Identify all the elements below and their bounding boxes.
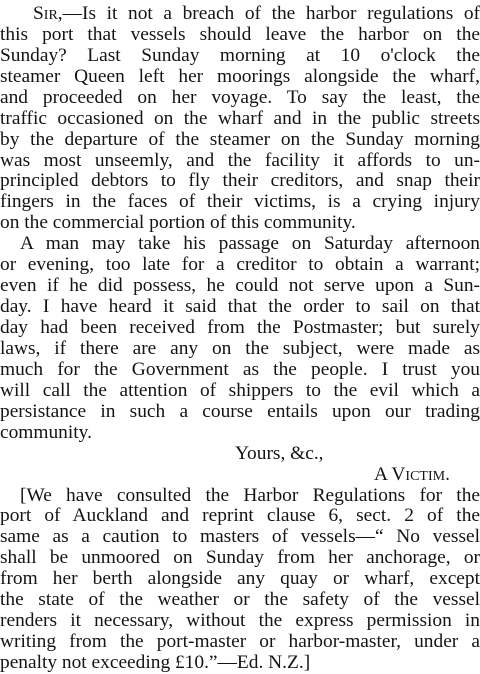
letter-line: or evening, too late for a creditor to obtain a warrant;: [0, 254, 480, 276]
letter-line: community.: [0, 421, 92, 443]
editor-note-line: penalty not exceeding £10.”—Ed. N.Z.]: [0, 652, 311, 673]
editor-note-line: from her berth alongside any quay or wharf, except: [0, 568, 480, 590]
letter-line: A man may take his passage on Saturday afternoon: [20, 233, 480, 255]
letter-line: principled debtors to fly their creditors, and snap their: [0, 170, 480, 192]
editor-note-line: same as a caution to masters of vessels—“ No vessel: [0, 526, 480, 548]
letter-line: and proceeded on her voyage. To say the least, the: [0, 86, 480, 108]
editor-note-line: shall be unmoored on Sunday from her anchorage, or: [0, 547, 480, 569]
letter-line: by the departure of the steamer on the Sunday morning: [0, 128, 480, 150]
letter-closing: Yours, &c.,: [235, 442, 324, 464]
letter-line: Sir,—Is it not a breach of the harbor regulations of: [33, 3, 480, 24]
letter-signature: A Victim.: [374, 463, 450, 485]
editor-note-line: the state of the weather or the safety of the vessel: [0, 589, 480, 611]
letter-line: even if he did possess, he could not serve upon a Sun-: [0, 275, 480, 297]
letter-line: Sunday? Last Sunday morning at 10 o'clock the: [0, 44, 480, 66]
letter-line: fingers in the faces of their victims, is a crying injury: [0, 191, 480, 213]
editor-note-line: writing from the port-master or harbor-master, under a: [0, 631, 480, 653]
editor-note-line: port of Auckland and reprint clause 6, sect. 2 of the: [0, 505, 480, 527]
letter-line: traffic occasioned on the wharf and in the public streets: [0, 107, 480, 129]
letter-line: on the commercial portion of this community.: [0, 212, 356, 234]
letter-line: day had been received from the Postmaster; but surely: [0, 317, 480, 339]
letter-line: steamer Queen left her moorings alongside the wharf,: [0, 65, 480, 87]
letter-line: was most unseemly, and the facility it affords to un-: [0, 149, 480, 171]
letter-line: day. I have heard it said that the order to sail on that: [0, 296, 480, 318]
salutation: Sir,: [33, 3, 63, 24]
editor-note-line: [We have consulted the Harbor Regulations for the: [20, 484, 480, 506]
editor-note-line: renders it necessary, without the express permission in: [0, 610, 480, 632]
letter-line: laws, if there are any on the subject, were made as: [0, 337, 480, 359]
letter-line: this port that vessels should leave the harbor on the: [0, 23, 480, 45]
letter-line: much for the Government as the people. I trust you: [0, 358, 480, 380]
letter-line: will call the attention of shippers to the evil which a: [0, 379, 480, 401]
letter-line: persistance in such a course entails upon our trading: [0, 400, 480, 422]
